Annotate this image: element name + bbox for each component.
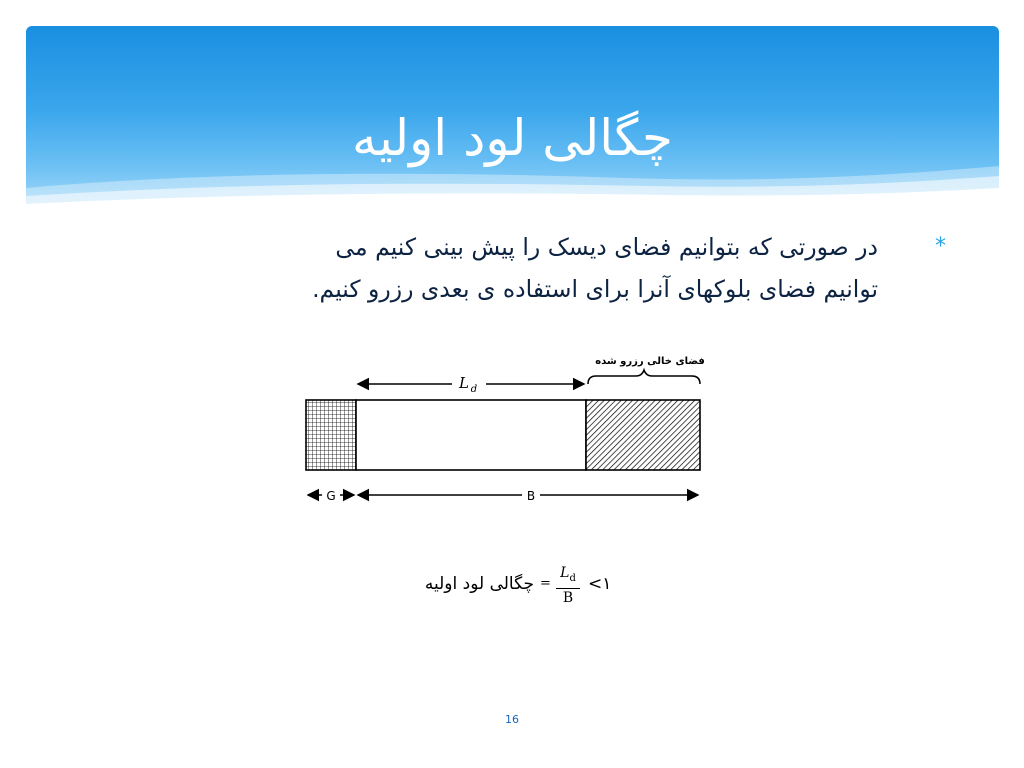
load-density-formula — [396, 558, 616, 618]
reserved-space-label: فضای خالی رزرو شده — [595, 356, 705, 367]
page-number: 16 — [505, 713, 519, 726]
formula-numerator-l: L — [560, 565, 570, 581]
formula-lhs: چگالی لود اولیه — [424, 574, 534, 594]
formula-fraction — [556, 564, 580, 607]
reserved-brace — [588, 370, 700, 384]
bar-segment-g — [306, 400, 356, 470]
bar-segment-data — [356, 400, 586, 470]
formula-relation: <۱ — [588, 574, 612, 594]
g-label: G — [326, 489, 336, 503]
bullet-line-1: در صورتی که بتوانیم فضای دیسک را پیش بینی کنیم می — [335, 233, 878, 261]
bullet-line-2: توانیم فضای بلوکهای آنرا برای استفاده ی بعدی رزرو کنیم. — [312, 275, 878, 303]
formula-equals: = — [540, 576, 551, 591]
disk-diagram — [296, 346, 716, 516]
ld-label-bg — [452, 372, 486, 394]
bullet-text — [58, 226, 878, 310]
title-bar — [26, 26, 999, 212]
formula-numerator — [556, 564, 580, 589]
ld-subscript: d — [470, 384, 478, 395]
slide-title: چگالی لود اولیه — [352, 109, 673, 167]
formula-numerator-sub: d — [569, 572, 576, 584]
ld-label: L — [459, 374, 469, 392]
bar-segment-reserved — [586, 400, 700, 470]
bullet-star-icon: * — [935, 234, 946, 259]
formula-denominator: B — [562, 589, 574, 606]
b-label: B — [526, 489, 536, 503]
